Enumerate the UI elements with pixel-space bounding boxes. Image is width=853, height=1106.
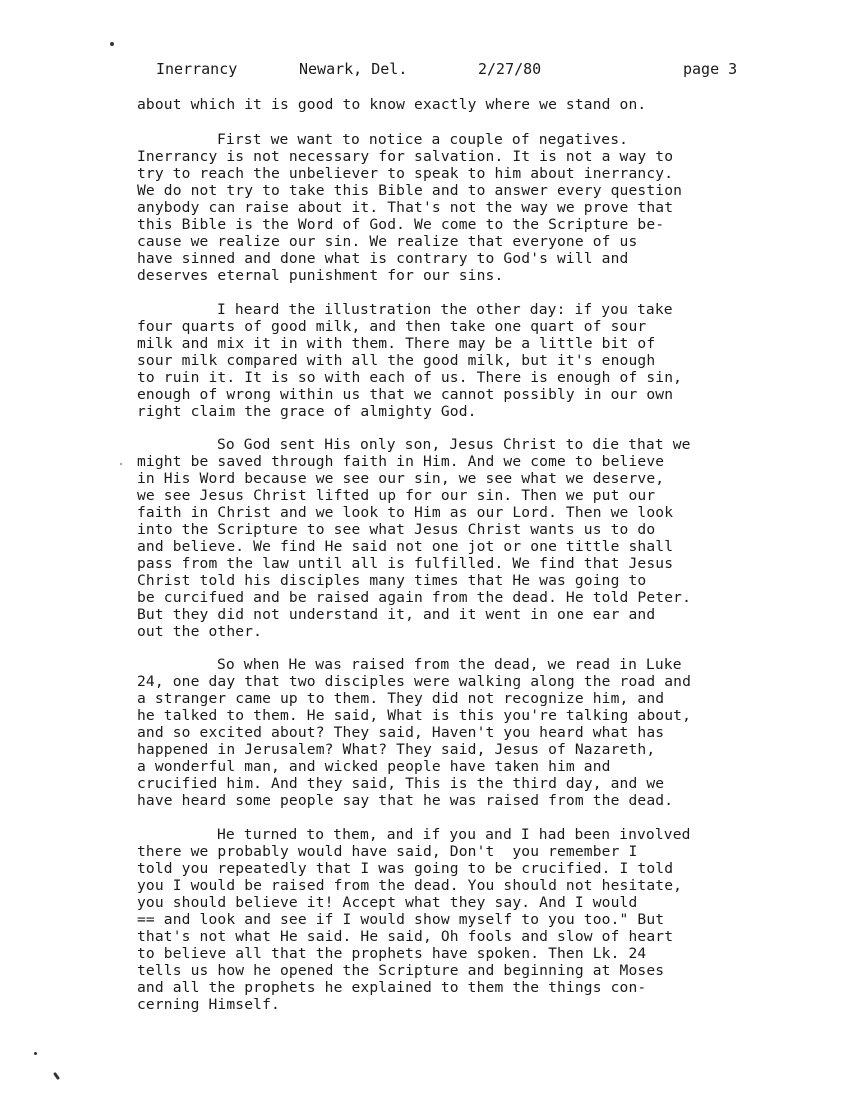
text-line: I heard the illustration the other day: if you take	[217, 301, 673, 318]
text-line: in His Word because we see our sin, we see what we deserve,	[137, 470, 665, 487]
text-line: crucified him. And they said, This is the third day, and we	[137, 775, 665, 792]
text-line: be curcifued and be raised again from the dead. He told Peter.	[137, 589, 692, 606]
text-line: deserves eternal punishment for our sins.	[137, 267, 504, 284]
text-line: he talked to them. He said, What is this you're talking about,	[137, 707, 692, 724]
text-line: We do not try to take this Bible and to answer every question	[137, 182, 683, 199]
text-line: try to reach the unbeliever to speak to him about inerrancy.	[137, 165, 674, 182]
text-line: and believe. We find He said not one jot or one tittle shall	[137, 538, 674, 555]
text-line: told you repeatedly that I was going to be crucified. I told	[137, 860, 674, 877]
text-line: to believe all that the prophets have spoken. Then Lk. 24	[137, 945, 647, 962]
text-line: cause we realize our sin. We realize that everyone of us	[137, 233, 638, 250]
text-line: Christ told his disciples many times that He was going to	[137, 572, 647, 589]
text-line: First we want to notice a couple of negatives.	[217, 131, 629, 148]
text-line: you should believe it! Accept what they say. And I would	[137, 894, 638, 911]
text-line: tells us how he opened the Scripture and beginning at Moses	[137, 962, 665, 979]
header-page-number: page 3	[683, 60, 738, 78]
text-line: faith in Christ and we look to Him as our Lord. Then we look	[137, 504, 674, 521]
text-line: 24, one day that two disciples were walking along the road and	[137, 673, 692, 690]
header-location: Newark, Del.	[299, 60, 408, 78]
text-line: == and look and see if I would show myself to you too." But	[137, 911, 665, 928]
text-line: there we probably would have said, Don't you remember I	[137, 843, 638, 860]
text-line: might be saved through faith in Him. And we come to believe	[137, 453, 665, 470]
text-line: this Bible is the Word of God. We come to the Scripture be-	[137, 216, 665, 233]
text-line: He turned to them, and if you and I had been involved	[217, 826, 691, 843]
header-date: 2/27/80	[478, 60, 542, 78]
scan-speck	[34, 1052, 37, 1055]
text-line: a stranger came up to them. They did not recognize him, and	[137, 690, 665, 707]
text-line: four quarts of good milk, and then take one quart of sour	[137, 318, 647, 335]
text-line: milk and mix it in with them. There may be a little bit of	[137, 335, 656, 352]
scan-speck	[110, 42, 114, 46]
text-line: and so excited about? They said, Haven't you heard what has	[137, 724, 665, 741]
text-line: into the Scripture to see what Jesus Christ wants us to do	[137, 521, 656, 538]
text-line: you I would be raised from the dead. You should not hesitate,	[137, 877, 683, 894]
page-header	[156, 60, 756, 84]
text-line: enough of wrong within us that we cannot possibly in our own	[137, 386, 674, 403]
text-line: to ruin it. It is so with each of us. There is enough of sin,	[137, 369, 683, 386]
text-line: right claim the grace of almighty God.	[137, 403, 477, 420]
text-line: pass from the law until all is fulfilled. We find that Jesus	[137, 555, 674, 572]
text-line: a wonderful man, and wicked people have taken him and	[137, 758, 611, 775]
text-line: anybody can raise about it. That's not the way we prove that	[137, 199, 674, 216]
text-line: sour milk compared with all the good milk, but it's enough	[137, 352, 656, 369]
text-line: out the other.	[137, 623, 263, 640]
scan-speck	[120, 463, 122, 465]
text-line: So God sent His only son, Jesus Christ to die that we	[217, 436, 691, 453]
text-line: So when He was raised from the dead, we read in Luke	[217, 656, 682, 673]
text-line: about which it is good to know exactly where we stand on.	[137, 96, 647, 113]
scan-mark	[53, 1072, 60, 1080]
text-line: cerning Himself.	[137, 996, 280, 1013]
text-line: happened in Jerusalem? What? They said, Jesus of Nazareth,	[137, 741, 656, 758]
header-title: Inerrancy	[156, 60, 238, 78]
text-line: have heard some people say that he was raised from the dead.	[137, 792, 674, 809]
text-line: that's not what He said. He said, Oh fools and slow of heart	[137, 928, 674, 945]
text-line: and all the prophets he explained to them the things con-	[137, 979, 647, 996]
text-line: have sinned and done what is contrary to God's will and	[137, 250, 629, 267]
text-line: But they did not understand it, and it went in one ear and	[137, 606, 656, 623]
text-line: we see Jesus Christ lifted up for our sin. Then we put our	[137, 487, 656, 504]
text-line: Inerrancy is not necessary for salvation. It is not a way to	[137, 148, 674, 165]
